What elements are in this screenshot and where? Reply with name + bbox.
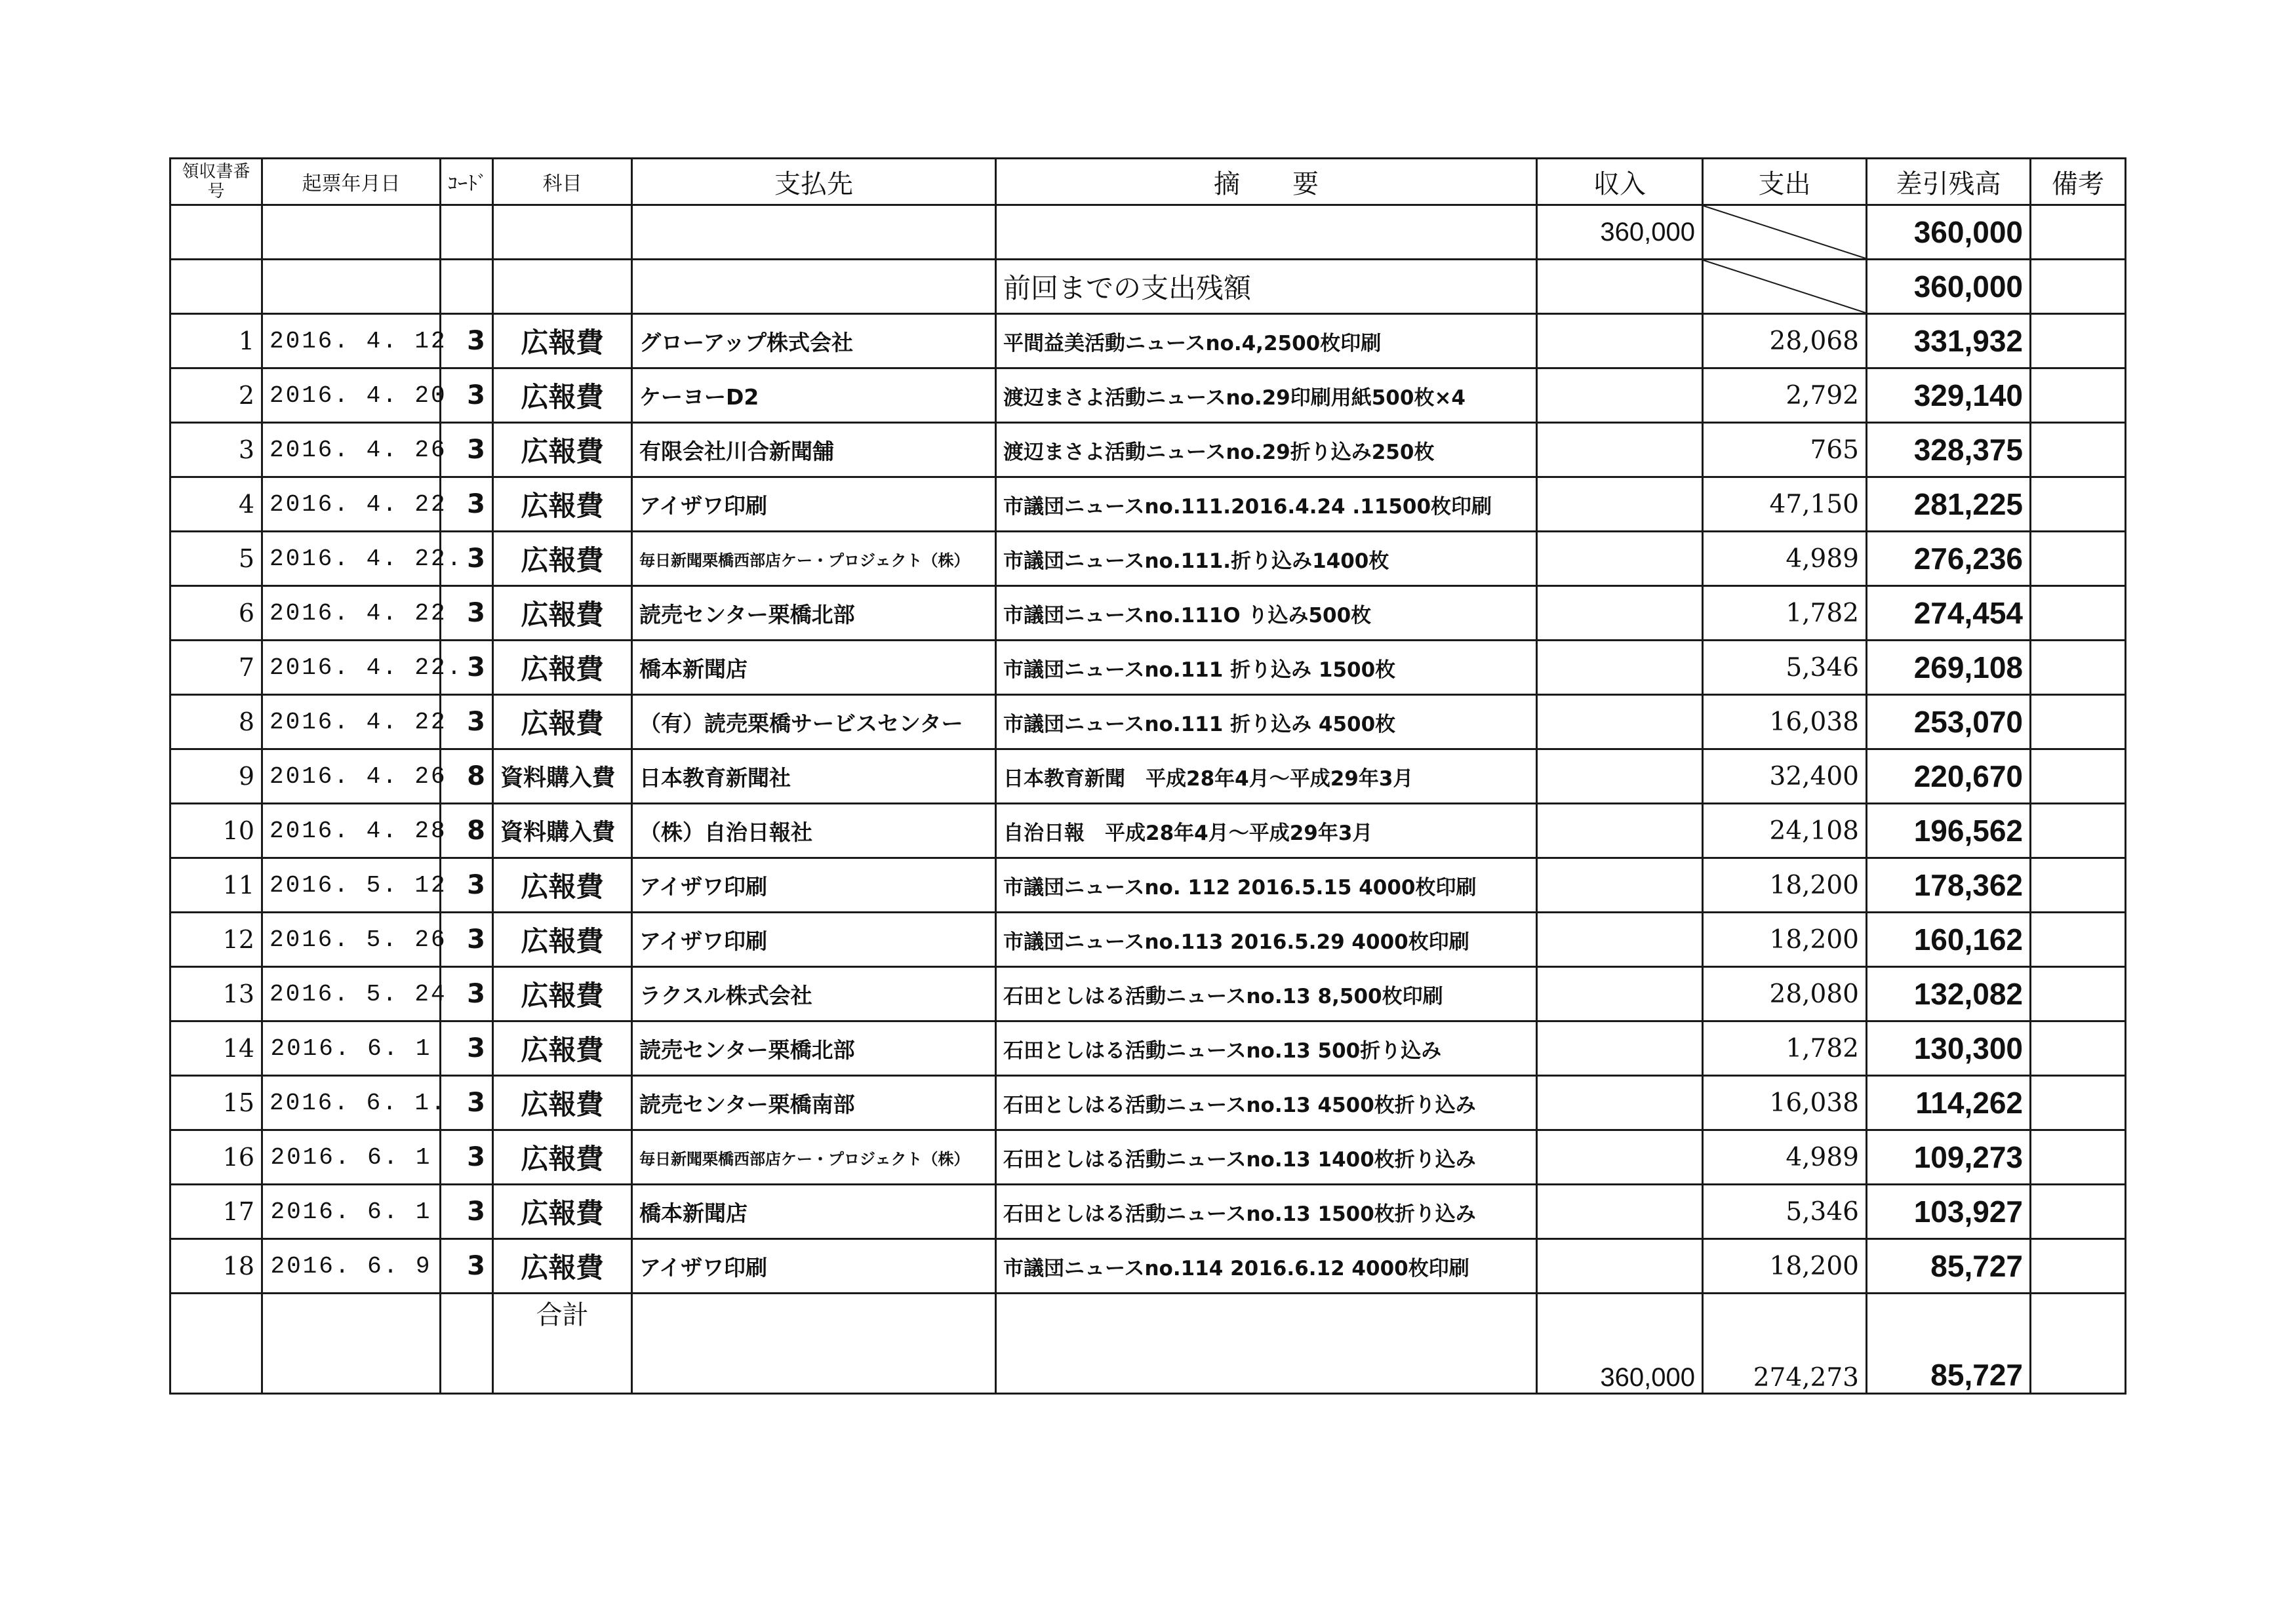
row-payee: 読売センター栗橋北部 [632, 586, 996, 641]
row-expense: 18,200 [1703, 913, 1867, 967]
row-payee: 読売センター栗橋南部 [632, 1076, 996, 1130]
row-payee: （株）自治日報社 [632, 804, 996, 858]
row-code: 3 [441, 1185, 493, 1239]
row-code: 3 [441, 314, 493, 368]
cell-empty [2031, 260, 2126, 314]
header-code: ｺｰﾄﾞ [441, 159, 493, 205]
total-balance: 85,727 [1867, 1294, 2031, 1394]
row-balance: 196,562 [1867, 804, 2031, 858]
cell-empty [262, 1294, 441, 1394]
row-subject: 広報費 [493, 1076, 632, 1130]
row-payee: 橋本新聞店 [632, 641, 996, 695]
table-row [170, 1130, 2126, 1185]
cell-empty [170, 1294, 262, 1394]
row-payee: 日本教育新聞社 [632, 749, 996, 804]
row-subject: 広報費 [493, 858, 632, 913]
table-row [170, 314, 2126, 368]
total-label: 合計 [493, 1294, 632, 1394]
cell-empty [632, 260, 996, 314]
row-description: 石田としはる活動ニュースno.13 1400枚折り込み [996, 1130, 1537, 1185]
cell-empty [493, 205, 632, 260]
row-description: 石田としはる活動ニュースno.13 4500枚折り込み [996, 1076, 1537, 1130]
table-row [170, 423, 2126, 477]
row-code: 3 [441, 695, 493, 749]
row-subject: 広報費 [493, 477, 632, 532]
row-expense: 2,792 [1703, 368, 1867, 423]
row-description: 市議団ニュースno.114 2016.6.12 4000枚印刷 [996, 1239, 1537, 1294]
row-number: 11 [170, 858, 262, 913]
row-description: 石田としはる活動ニュースno.13 1500枚折り込み [996, 1185, 1537, 1239]
header-balance: 差引残高 [1867, 159, 2031, 205]
total-income: 360,000 [1537, 1294, 1703, 1394]
row-remarks [2031, 1185, 2126, 1239]
header-payee: 支払先 [632, 159, 996, 205]
row-income [1537, 804, 1703, 858]
row-date: 2016. 6. 1 [262, 1130, 441, 1185]
row-payee: 毎日新聞栗橋西部店ケー・プロジェクト（株） [632, 532, 996, 586]
row-payee: 有限会社川合新聞舗 [632, 423, 996, 477]
row-income [1537, 1021, 1703, 1076]
row-remarks [2031, 532, 2126, 586]
row-expense: 47,150 [1703, 477, 1867, 532]
row-balance: 220,670 [1867, 749, 2031, 804]
table-row [170, 913, 2126, 967]
row-income [1537, 695, 1703, 749]
cell-empty [2031, 1294, 2126, 1394]
row-expense: 24,108 [1703, 804, 1867, 858]
row-balance: 329,140 [1867, 368, 2031, 423]
row-subject: 広報費 [493, 913, 632, 967]
table-row [170, 532, 2126, 586]
row-number: 9 [170, 749, 262, 804]
row-income [1537, 314, 1703, 368]
table-row [170, 368, 2126, 423]
row-payee: ラクスル株式会社 [632, 967, 996, 1021]
row-remarks [2031, 1021, 2126, 1076]
row-payee: アイザワ印刷 [632, 858, 996, 913]
row-remarks [2031, 1239, 2126, 1294]
row-description: 渡辺まさよ活動ニュースno.29折り込み250枚 [996, 423, 1537, 477]
row-balance: 274,454 [1867, 586, 2031, 641]
row-balance: 130,300 [1867, 1021, 2031, 1076]
row-balance: 269,108 [1867, 641, 2031, 695]
row-code: 8 [441, 804, 493, 858]
row-income [1537, 749, 1703, 804]
total-row [170, 1294, 2126, 1394]
row-subject: 広報費 [493, 368, 632, 423]
row-number: 14 [170, 1021, 262, 1076]
row-date: 2016. 6. 1. [262, 1076, 441, 1130]
carryover-description: 前回までの支出残額 [996, 260, 1537, 314]
row-code: 3 [441, 532, 493, 586]
row-balance: 114,262 [1867, 1076, 2031, 1130]
table-row [170, 1076, 2126, 1130]
row-expense: 28,068 [1703, 314, 1867, 368]
row-balance: 103,927 [1867, 1185, 2031, 1239]
header-remarks: 備考 [2031, 159, 2126, 205]
row-balance: 331,932 [1867, 314, 2031, 368]
row-remarks [2031, 695, 2126, 749]
row-remarks [2031, 967, 2126, 1021]
row-subject: 資料購入費 [493, 804, 632, 858]
row-expense: 16,038 [1703, 1076, 1867, 1130]
row-number: 3 [170, 423, 262, 477]
cell-empty [632, 1294, 996, 1394]
row-subject: 広報費 [493, 1021, 632, 1076]
row-date: 2016. 6. 9 [262, 1239, 441, 1294]
cell-empty [493, 260, 632, 314]
row-description: 渡辺まさよ活動ニュースno.29印刷用紙500枚×4 [996, 368, 1537, 423]
opening-expense-slash [1703, 205, 1867, 260]
row-number: 5 [170, 532, 262, 586]
row-expense: 765 [1703, 423, 1867, 477]
cell-empty [441, 260, 493, 314]
row-income [1537, 1185, 1703, 1239]
row-code: 3 [441, 1076, 493, 1130]
row-balance: 276,236 [1867, 532, 2031, 586]
carryover-balance: 360,000 [1867, 260, 2031, 314]
row-income [1537, 1239, 1703, 1294]
row-description: 石田としはる活動ニュースno.13 8,500枚印刷 [996, 967, 1537, 1021]
row-description: 石田としはる活動ニュースno.13 500折り込み [996, 1021, 1537, 1076]
cell-empty [262, 260, 441, 314]
row-number: 10 [170, 804, 262, 858]
cell-empty [170, 205, 262, 260]
row-balance: 281,225 [1867, 477, 2031, 532]
row-date: 2016. 4. 26 [262, 423, 441, 477]
row-code: 8 [441, 749, 493, 804]
row-code: 3 [441, 586, 493, 641]
row-income [1537, 967, 1703, 1021]
opening-balance: 360,000 [1867, 205, 2031, 260]
row-expense: 1,782 [1703, 586, 1867, 641]
row-description: 日本教育新聞 平成28年4月～平成29年3月 [996, 749, 1537, 804]
row-description: 市議団ニュースno.111.折り込み1400枚 [996, 532, 1537, 586]
row-code: 3 [441, 1239, 493, 1294]
row-code: 3 [441, 1021, 493, 1076]
cell-empty [441, 205, 493, 260]
table-row [170, 641, 2126, 695]
row-subject: 広報費 [493, 532, 632, 586]
row-description: 市議団ニュースno.111 折り込み 4500枚 [996, 695, 1537, 749]
header-description: 摘 要 [996, 159, 1537, 205]
cell-empty [996, 1294, 1537, 1394]
row-date: 2016. 6. 1 [262, 1185, 441, 1239]
row-subject: 広報費 [493, 586, 632, 641]
row-number: 1 [170, 314, 262, 368]
row-number: 2 [170, 368, 262, 423]
row-payee: （有）読売栗橋サービスセンター [632, 695, 996, 749]
row-expense: 18,200 [1703, 858, 1867, 913]
row-number: 7 [170, 641, 262, 695]
total-expense: 274,273 [1703, 1294, 1867, 1394]
row-date: 2016. 5. 24 [262, 967, 441, 1021]
carryover-expense-slash [1703, 260, 1867, 314]
row-balance: 85,727 [1867, 1239, 2031, 1294]
row-number: 12 [170, 913, 262, 967]
row-income [1537, 477, 1703, 532]
row-expense: 4,989 [1703, 532, 1867, 586]
row-income [1537, 913, 1703, 967]
row-code: 3 [441, 1130, 493, 1185]
row-description: 市議団ニュースno.111.2016.4.24 .11500枚印刷 [996, 477, 1537, 532]
row-number: 13 [170, 967, 262, 1021]
row-income [1537, 586, 1703, 641]
row-code: 3 [441, 858, 493, 913]
row-payee: 毎日新聞栗橋西部店ケー・プロジェクト（株） [632, 1130, 996, 1185]
row-description: 市議団ニュースno. 112 2016.5.15 4000枚印刷 [996, 858, 1537, 913]
row-remarks [2031, 1130, 2126, 1185]
row-subject: 広報費 [493, 641, 632, 695]
row-subject: 広報費 [493, 967, 632, 1021]
row-payee: アイザワ印刷 [632, 477, 996, 532]
table-row [170, 804, 2126, 858]
cell-empty [2031, 205, 2126, 260]
row-remarks [2031, 1076, 2126, 1130]
header-income: 収入 [1537, 159, 1703, 205]
row-subject: 広報費 [493, 1239, 632, 1294]
opening-income: 360,000 [1537, 205, 1703, 260]
cell-empty [262, 205, 441, 260]
row-expense: 32,400 [1703, 749, 1867, 804]
row-payee: 読売センター栗橋北部 [632, 1021, 996, 1076]
row-balance: 132,082 [1867, 967, 2031, 1021]
row-date: 2016. 4. 26 [262, 749, 441, 804]
ledger-table [169, 157, 2126, 1395]
row-expense: 5,346 [1703, 641, 1867, 695]
table-row [170, 586, 2126, 641]
row-number: 17 [170, 1185, 262, 1239]
row-description: 市議団ニュースno.111O り込み500枚 [996, 586, 1537, 641]
row-date: 2016. 4. 22 [262, 477, 441, 532]
row-date: 2016. 4. 12 [262, 314, 441, 368]
row-date: 2016. 4. 22 [262, 586, 441, 641]
row-payee: アイザワ印刷 [632, 913, 996, 967]
diagonal-line [1704, 206, 1866, 258]
row-income [1537, 423, 1703, 477]
row-balance: 178,362 [1867, 858, 2031, 913]
row-description: 平間益美活動ニュースno.4,2500枚印刷 [996, 314, 1537, 368]
row-remarks [2031, 749, 2126, 804]
table-row [170, 1021, 2126, 1076]
row-remarks [2031, 858, 2126, 913]
row-date: 2016. 4. 28 [262, 804, 441, 858]
row-payee: ケーヨーD2 [632, 368, 996, 423]
row-description: 自治日報 平成28年4月～平成29年3月 [996, 804, 1537, 858]
row-number: 6 [170, 586, 262, 641]
table-row [170, 967, 2126, 1021]
cell-empty [996, 205, 1537, 260]
row-number: 18 [170, 1239, 262, 1294]
row-subject: 広報費 [493, 1130, 632, 1185]
row-date: 2016. 4. 22. [262, 532, 441, 586]
row-remarks [2031, 477, 2126, 532]
row-income [1537, 1076, 1703, 1130]
header-row [170, 159, 2126, 205]
table-row [170, 695, 2126, 749]
carryover-row [170, 260, 2126, 314]
table-row [170, 1185, 2126, 1239]
opening-row [170, 205, 2126, 260]
table-row [170, 858, 2126, 913]
row-balance: 253,070 [1867, 695, 2031, 749]
row-subject: 広報費 [493, 314, 632, 368]
row-code: 3 [441, 368, 493, 423]
row-number: 8 [170, 695, 262, 749]
header-receipt-no: 領収書番号 [170, 159, 262, 205]
row-code: 3 [441, 967, 493, 1021]
row-date: 2016. 4. 22. [262, 641, 441, 695]
row-expense: 18,200 [1703, 1239, 1867, 1294]
diagonal-line [1704, 260, 1866, 313]
row-code: 3 [441, 913, 493, 967]
table-row [170, 477, 2126, 532]
row-number: 4 [170, 477, 262, 532]
row-code: 3 [441, 477, 493, 532]
row-remarks [2031, 368, 2126, 423]
row-remarks [2031, 586, 2126, 641]
row-number: 16 [170, 1130, 262, 1185]
row-remarks [2031, 423, 2126, 477]
header-expense: 支出 [1703, 159, 1867, 205]
cell-empty [441, 1294, 493, 1394]
row-subject: 広報費 [493, 1185, 632, 1239]
row-balance: 328,375 [1867, 423, 2031, 477]
row-expense: 5,346 [1703, 1185, 1867, 1239]
row-date: 2016. 5. 12 [262, 858, 441, 913]
row-date: 2016. 4. 20 [262, 368, 441, 423]
table-row [170, 749, 2126, 804]
header-subject: 科目 [493, 159, 632, 205]
table-row [170, 1239, 2126, 1294]
row-remarks [2031, 314, 2126, 368]
header-date: 起票年月日 [262, 159, 441, 205]
row-code: 3 [441, 423, 493, 477]
row-balance: 109,273 [1867, 1130, 2031, 1185]
row-income [1537, 1130, 1703, 1185]
row-description: 市議団ニュースno.113 2016.5.29 4000枚印刷 [996, 913, 1537, 967]
row-description: 市議団ニュースno.111 折り込み 1500枚 [996, 641, 1537, 695]
cell-empty [1537, 260, 1703, 314]
row-expense: 28,080 [1703, 967, 1867, 1021]
row-remarks [2031, 804, 2126, 858]
row-payee: アイザワ印刷 [632, 1239, 996, 1294]
row-number: 15 [170, 1076, 262, 1130]
row-payee: グローアップ株式会社 [632, 314, 996, 368]
row-income [1537, 532, 1703, 586]
row-subject: 資料購入費 [493, 749, 632, 804]
row-remarks [2031, 641, 2126, 695]
row-income [1537, 641, 1703, 695]
row-payee: 橋本新聞店 [632, 1185, 996, 1239]
row-date: 2016. 4. 22 [262, 695, 441, 749]
row-balance: 160,162 [1867, 913, 2031, 967]
row-date: 2016. 6. 1 [262, 1021, 441, 1076]
row-subject: 広報費 [493, 423, 632, 477]
row-code: 3 [441, 641, 493, 695]
row-remarks [2031, 913, 2126, 967]
row-income [1537, 858, 1703, 913]
cell-empty [170, 260, 262, 314]
row-expense: 1,782 [1703, 1021, 1867, 1076]
row-income [1537, 368, 1703, 423]
row-expense: 16,038 [1703, 695, 1867, 749]
cell-empty [632, 205, 996, 260]
row-date: 2016. 5. 26 [262, 913, 441, 967]
row-expense: 4,989 [1703, 1130, 1867, 1185]
row-subject: 広報費 [493, 695, 632, 749]
